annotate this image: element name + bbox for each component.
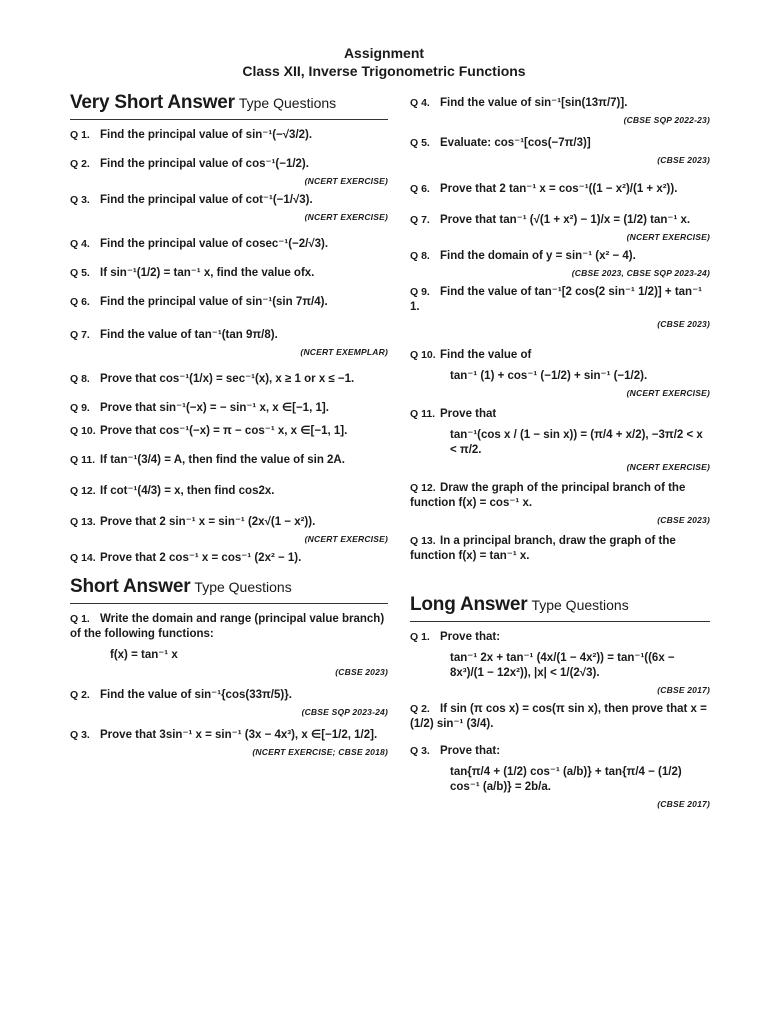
question-item <box>70 515 388 547</box>
question-number: Q 6. <box>70 296 90 308</box>
question-number: Q 8. <box>410 250 430 262</box>
question-item <box>70 688 388 720</box>
question-formula: tan⁻¹ (1) + cos⁻¹ (−1/2) + sin⁻¹ (−1/2). <box>450 370 648 382</box>
question-item <box>70 372 388 387</box>
question-item <box>410 702 710 732</box>
section-underline <box>70 119 388 120</box>
question-text: If sin (π cos x) = cos(π sin x), then prove that x = (1/2) sin⁻¹ (3/4). <box>410 703 707 730</box>
question-item <box>70 328 388 360</box>
question-item <box>70 266 388 281</box>
page-header <box>0 44 768 80</box>
question-text: Prove that <box>440 408 497 420</box>
question-item <box>70 157 388 189</box>
question-formula: f(x) = tan⁻¹ x <box>110 649 178 661</box>
short-question-list-continued <box>410 96 710 564</box>
question-number: Q 5. <box>70 267 90 279</box>
question-text: Draw the graph of the principal branch of the function f(x) = cos⁻¹ x. <box>410 482 686 509</box>
question-formula: tan⁻¹(cos x / (1 − sin x)) = (π/4 + x/2), −3π/2 < x < π/2. <box>450 429 703 456</box>
question-source: (CBSE 2023) <box>657 319 710 329</box>
question-number: Q 8. <box>70 373 90 385</box>
question-item <box>410 182 710 197</box>
question-text: Find the principal value of cot⁻¹(−1/√3). <box>100 194 313 206</box>
question-item <box>410 407 710 475</box>
question-text: Prove that: <box>440 745 501 757</box>
question-item <box>70 128 388 143</box>
question-text: Find the principal value of cosec⁻¹(−2/√3). <box>100 238 329 250</box>
question-text: In a principal branch, draw the graph of the function f(x) = tan⁻¹ x. <box>410 535 676 562</box>
question-item <box>70 193 388 225</box>
very-short-question-list <box>70 128 388 566</box>
question-number: Q 7. <box>410 214 430 226</box>
section-heading-very-short <box>70 92 388 126</box>
question-number: Q 3. <box>70 729 90 741</box>
question-text: Find the domain of y = sin⁻¹ (x² − 4). <box>440 250 636 262</box>
question-text: Write the domain and range (principal value branch) of the following functions: <box>70 613 385 640</box>
question-text: Find the value of <box>440 349 532 361</box>
question-number: Q 10. <box>410 349 436 361</box>
question-text: If sin⁻¹(1/2) = tan⁻¹ x, find the value ofx. <box>100 267 315 279</box>
question-text: Prove that sin⁻¹(−x) = − sin⁻¹ x, x ∈[−1, 1]. <box>100 402 329 414</box>
question-item <box>70 728 388 760</box>
question-text: Prove that 2 sin⁻¹ x = sin⁻¹ (2x√(1 − x²)). <box>100 516 316 528</box>
question-item <box>410 285 710 332</box>
question-number: Q 3. <box>410 745 430 757</box>
question-text: Find the principal value of cos⁻¹(−1/2). <box>100 158 309 170</box>
question-text: If cot⁻¹(4/3) = x, then find cos2x. <box>100 485 275 497</box>
question-text: Prove that 2 cos⁻¹ x = cos⁻¹ (2x² − 1). <box>100 552 302 564</box>
section-heading-bold: Very Short Answer <box>70 92 235 113</box>
question-number: Q 2. <box>70 689 90 701</box>
question-text: Prove that 2 tan⁻¹ x = cos⁻¹((1 − x²)/(1 + x²)). <box>440 183 678 195</box>
question-formula: tan{π/4 + (1/2) cos⁻¹ (a/b)} + tan{π/4 − (1/2) cos⁻¹ (a/b)} = 2b/a. <box>450 766 682 793</box>
question-number: Q 13. <box>410 535 436 547</box>
question-item <box>70 237 388 252</box>
question-item <box>70 424 388 439</box>
question-number: Q 2. <box>70 158 90 170</box>
right-column <box>410 96 710 812</box>
question-number: Q 6. <box>410 183 430 195</box>
question-number: Q 7. <box>70 329 90 341</box>
question-text: Find the principal value of sin⁻¹(−√3/2). <box>100 129 313 141</box>
question-number: Q 2. <box>410 703 430 715</box>
question-source: (CBSE 2017) <box>657 799 710 809</box>
question-number: Q 1. <box>70 613 90 625</box>
question-source: (NCERT EXERCISE) <box>626 388 710 398</box>
section-heading-light: Type Questions <box>238 95 337 111</box>
question-item <box>70 453 388 468</box>
question-source: (NCERT EXEMPLAR) <box>300 347 388 357</box>
section-heading-bold: Long Answer <box>410 594 528 615</box>
question-text: Find the value of sin⁻¹{cos(33π/5)}. <box>100 689 292 701</box>
assignment-title: Assignment <box>343 45 425 61</box>
assignment-subtitle: Class XII, Inverse Trigonometric Functions <box>242 63 526 79</box>
question-source: (CBSE SQP 2023-24) <box>301 707 388 717</box>
question-item <box>70 295 388 310</box>
question-text: Prove that 3sin⁻¹ x = sin⁻¹ (3x − 4x³), x ∈[−1/2, 1/2]. <box>100 729 378 741</box>
question-source: (CBSE SQP 2022-23) <box>623 115 710 125</box>
long-question-list <box>410 630 710 812</box>
question-item <box>410 744 710 812</box>
question-item <box>410 481 710 528</box>
section-underline <box>410 621 710 622</box>
question-number: Q 14. <box>70 552 96 564</box>
question-number: Q 11. <box>410 408 436 420</box>
question-number: Q 11. <box>70 454 96 466</box>
question-number: Q 9. <box>70 402 90 414</box>
question-number: Q 12. <box>70 485 96 497</box>
question-number: Q 10. <box>70 425 96 437</box>
question-source: (CBSE 2017) <box>657 685 710 695</box>
question-item <box>410 348 710 401</box>
question-item <box>70 401 388 416</box>
question-item <box>70 484 388 499</box>
section-heading-long <box>410 594 710 628</box>
short-question-list <box>70 612 388 760</box>
question-item <box>410 249 710 281</box>
question-number: Q 1. <box>410 631 430 643</box>
question-source: (NCERT EXERCISE; CBSE 2018) <box>252 747 388 757</box>
question-item <box>70 551 388 566</box>
question-item <box>410 630 710 698</box>
question-number: Q 4. <box>70 238 90 250</box>
section-heading-short <box>70 576 388 610</box>
question-text: Prove that cos⁻¹(−x) = π − cos⁻¹ x, x ∈[−1, 1]. <box>100 425 348 437</box>
question-number: Q 5. <box>410 137 430 149</box>
question-number: Q 12. <box>410 482 436 494</box>
question-text: Find the value of sin⁻¹[sin(13π/7)]. <box>440 97 628 109</box>
question-source: (CBSE 2023) <box>657 155 710 165</box>
question-text: Find the principal value of sin⁻¹(sin 7π/4). <box>100 296 328 308</box>
question-text: Prove that cos⁻¹(1/x) = sec⁻¹(x), x ≥ 1 or x ≤ −1. <box>100 373 355 385</box>
question-item <box>410 96 710 128</box>
question-item <box>70 612 388 680</box>
question-item <box>410 213 710 245</box>
question-item <box>410 534 710 564</box>
question-number: Q 4. <box>410 97 430 109</box>
question-text: Evaluate: cos⁻¹[cos(−7π/3)] <box>440 137 591 149</box>
question-number: Q 9. <box>410 286 430 298</box>
left-column <box>70 92 388 760</box>
question-number: Q 13. <box>70 516 96 528</box>
question-source: (CBSE 2023, CBSE SQP 2023-24) <box>571 268 710 278</box>
question-number: Q 1. <box>70 129 90 141</box>
section-heading-light: Type Questions <box>531 597 629 613</box>
question-source: (NCERT EXERCISE) <box>304 534 388 544</box>
question-text: Prove that: <box>440 631 501 643</box>
question-text: Find the value of tan⁻¹[2 cos(2 sin⁻¹ 1/2)] + tan⁻¹ 1. <box>410 286 702 313</box>
question-text: Prove that tan⁻¹ (√(1 + x²) − 1)/x = (1/2) tan⁻¹ x. <box>440 214 691 226</box>
question-formula: tan⁻¹ 2x + tan⁻¹ (4x/(1 − 4x²)) = tan⁻¹((6x − 8x³)/(1 − 12x²)), |x| < 1/(2√3). <box>450 652 675 679</box>
question-text: If tan⁻¹(3/4) = A, then find the value of sin 2A. <box>100 454 345 466</box>
question-source: (NCERT EXERCISE) <box>626 462 710 472</box>
section-heading-bold: Short Answer <box>70 576 191 597</box>
section-heading-light: Type Questions <box>194 579 292 595</box>
section-underline <box>70 603 388 604</box>
question-source: (NCERT EXERCISE) <box>304 212 388 222</box>
question-text: Find the value of tan⁻¹(tan 9π/8). <box>100 329 278 341</box>
question-source: (CBSE 2023) <box>335 667 388 677</box>
question-source: (CBSE 2023) <box>657 515 710 525</box>
question-source: (NCERT EXERCISE) <box>304 176 388 186</box>
question-number: Q 3. <box>70 194 90 206</box>
question-source: (NCERT EXERCISE) <box>626 232 710 242</box>
question-item <box>410 136 710 168</box>
